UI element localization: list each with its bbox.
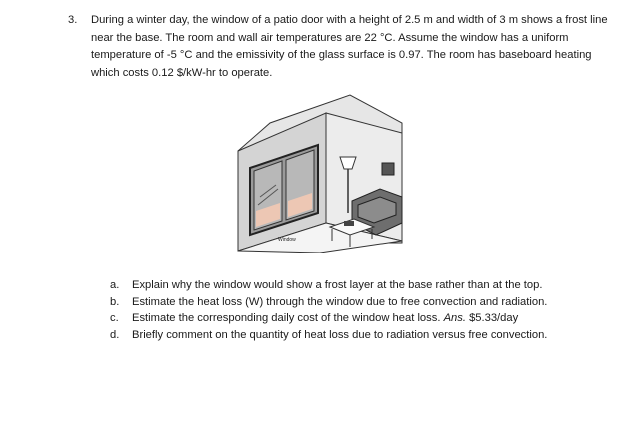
part-text: Explain why the window would show a frost layer at the base rather than at the top. — [132, 279, 543, 291]
answer-label: Ans. — [443, 312, 466, 324]
problem-statement: During a winter day, the window of a patio door with a height of 2.5 m and width of 3 m shows a frost line near the base. The room and wall air temperatures are 22 °C. Assume the window has a uniform temperature of -5 °C and the emissivity of the glass surface is 0.97. The room has baseboard heating which costs 0.12 $/kW-hr to operate. — [91, 14, 608, 79]
part-text: Estimate the corresponding daily cost of the window heat loss. — [132, 312, 441, 324]
part-text: Estimate the heat loss (W) through the window due to free convection and radiation. — [132, 295, 548, 308]
part-letter: c. — [110, 312, 119, 324]
part-d — [110, 327, 630, 344]
part-letter: d. — [110, 328, 120, 341]
problem-number: 3. — [68, 14, 78, 26]
part-c — [110, 310, 630, 327]
answer-value: $5.33/day — [469, 312, 519, 324]
part-b — [110, 294, 630, 311]
part-text-with-answer — [132, 310, 518, 327]
room-drawing — [230, 93, 410, 253]
part-letter: b. — [110, 295, 120, 308]
part-letter: a. — [110, 279, 120, 291]
part-a — [110, 277, 630, 294]
part-text: Briefly comment on the quantity of heat loss due to radiation versus free convection. — [132, 328, 548, 341]
window-label: Window — [278, 237, 296, 243]
room-illustration — [230, 93, 410, 253]
question-parts — [110, 277, 630, 343]
